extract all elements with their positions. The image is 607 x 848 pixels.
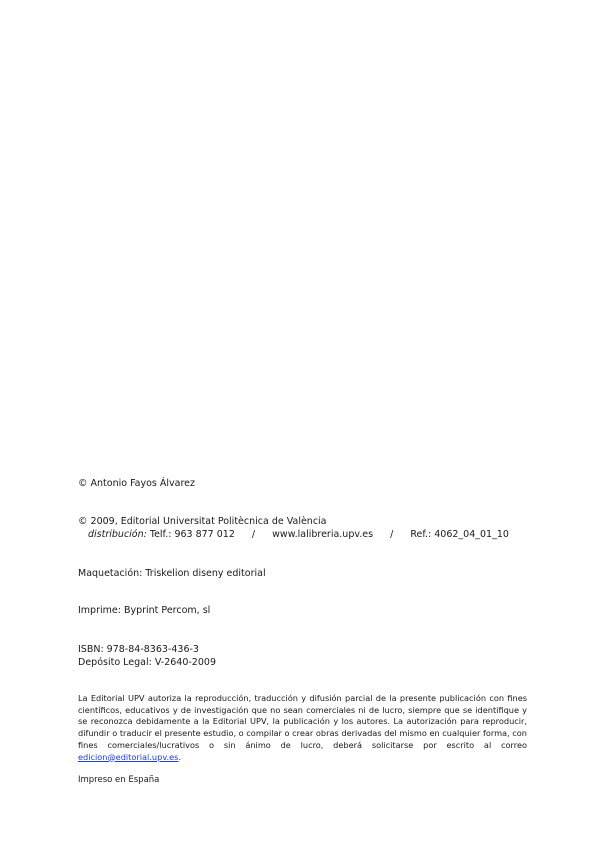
isbn: ISBN: 978-84-8363-436-3 [78,644,199,655]
copyright-author: © Antonio Fayos Álvarez [78,478,195,489]
email-link[interactable]: edicion@editorial.upv.es [78,751,179,762]
legal-deposit: Depósito Legal: V-2640-2009 [78,657,216,668]
layout-credit: Maquetación: Triskelion diseny editorial [78,568,266,579]
legal-notice [78,693,527,763]
distribution-line [88,529,509,541]
copyright-publisher: © 2009, Editorial Universitat Politècnica de València [78,516,327,527]
printer-credit: Imprime: Byprint Percom, sl [78,605,211,616]
distribution-phone: Telf.: 963 877 012 [149,529,235,540]
printed-in: Impreso en España [78,775,160,785]
legal-notice-end: . [178,751,182,762]
distribution-label: distribución: [88,529,147,540]
distribution-website: www.lalibreria.upv.es [272,529,374,540]
separator: / [390,529,394,540]
distribution-ref: Ref.: 4062_04_01_10 [410,529,509,540]
separator: / [251,529,256,540]
legal-notice-text: La Editorial UPV autoriza la reproducción, traducción y difusión parcial de la presente publicación con fines científicos, educativos y de investigación que no sean comerciales ni de lucro, siempre que se identifique y se reconozca debidamente a la Editorial UPV, la publicación y los autores. La autorización para reproducir, difundir o traducir el presente estudio, o compilar o crear obras derivadas del mismo en cualquier forma, con fines comerciales/lucrativos o sin ánimo de lucro, deberá solicitarse por escrito al correo [78,693,527,750]
